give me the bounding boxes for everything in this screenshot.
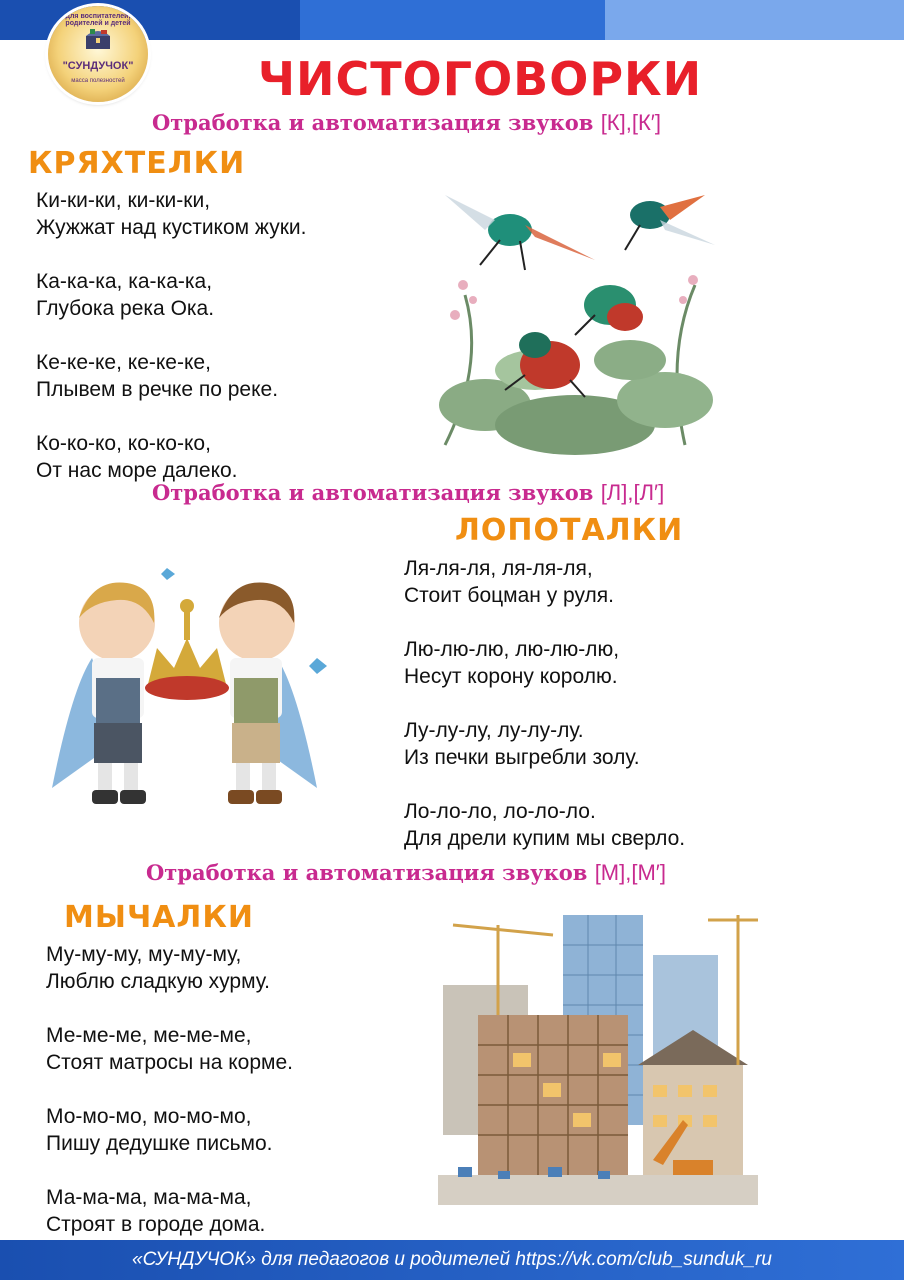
stanza bbox=[46, 1103, 293, 1157]
section-l-title: ЛОПОТАЛКИ bbox=[455, 513, 684, 548]
subhead-text: Отработка и автоматизация звуков bbox=[152, 480, 594, 505]
subhead-text: Отработка и автоматизация звуков bbox=[146, 860, 588, 885]
section-m-verses bbox=[46, 941, 293, 1265]
verse-line: Лу-лу-лу, лу-лу-лу. bbox=[404, 719, 584, 742]
section-l-subhead bbox=[152, 480, 664, 506]
section-k-title: КРЯХТЕЛКИ bbox=[28, 146, 246, 181]
stanza bbox=[46, 1184, 293, 1238]
verse-line: Ки-ки-ки, ки-ки-ки, bbox=[36, 189, 211, 212]
verse-line: Строят в городе дома. bbox=[46, 1213, 266, 1236]
footer-text: «СУНДУЧОК» для педагогов и родителей https://vk.com/club_sunduk_ru bbox=[132, 1249, 772, 1270]
construction-site-illustration bbox=[438, 905, 758, 1215]
verse-line: Жужжат над кустиком жуки. bbox=[36, 216, 307, 239]
verse-line: Стоит боцман у руля. bbox=[404, 584, 614, 607]
verse-line: Мо-мо-мо, мо-мо-мо, bbox=[46, 1105, 252, 1128]
subhead-sounds: [Л],[Л′] bbox=[600, 480, 665, 505]
verse-line: Лю-лю-лю, лю-лю-лю, bbox=[404, 638, 620, 661]
section-k-verses bbox=[36, 187, 306, 511]
stanza bbox=[36, 430, 306, 484]
verse-line: Стоят матросы на корме. bbox=[46, 1051, 293, 1074]
boys-with-crown-illustration bbox=[32, 538, 337, 838]
verse-line: Ко-ко-ко, ко-ко-ко, bbox=[36, 432, 211, 455]
verse-line: Ка-ка-ка, ка-ка-ка, bbox=[36, 270, 213, 293]
stanza bbox=[46, 941, 293, 995]
verse-line: От нас море далеко. bbox=[36, 459, 238, 482]
stanza bbox=[404, 798, 685, 852]
verse-line: Ме-ме-ме, ме-ме-ме, bbox=[46, 1024, 252, 1047]
section-m-subhead bbox=[146, 860, 666, 886]
subhead-sounds: [М],[М′] bbox=[594, 860, 667, 885]
chest-icon bbox=[84, 28, 112, 50]
logo-subtitle: масса полезностей bbox=[71, 78, 125, 84]
stanza bbox=[36, 349, 306, 403]
section-m-title: МЫЧАЛКИ bbox=[64, 900, 254, 935]
stanza bbox=[404, 636, 685, 690]
page-title: ЧИСТОГОВОРКИ bbox=[257, 52, 703, 106]
stanza bbox=[46, 1022, 293, 1076]
stanza bbox=[404, 717, 685, 771]
verse-line: Глубока река Ока. bbox=[36, 297, 215, 320]
verse-line: Ма-ма-ма, ма-ма-ма, bbox=[46, 1186, 252, 1209]
beetles-illustration bbox=[425, 175, 725, 460]
logo-name: "СУНДУЧОК" bbox=[62, 60, 134, 72]
stanza bbox=[404, 555, 685, 609]
verse-line: Люблю сладкую хурму. bbox=[46, 970, 270, 993]
section-l-verses bbox=[404, 555, 685, 879]
verse-line: Пишу дедушке письмо. bbox=[46, 1132, 273, 1155]
logo-arc-text: для воспитателей, родителей и детей bbox=[65, 13, 131, 27]
stanza bbox=[36, 187, 306, 241]
verse-line: Ля-ля-ля, ля-ля-ля, bbox=[404, 557, 593, 580]
verse-line: Му-му-му, му-му-му, bbox=[46, 943, 242, 966]
footer-bar bbox=[0, 1240, 904, 1280]
verse-line: Из печки выгребли золу. bbox=[404, 746, 640, 769]
verse-line: Ло-ло-ло, ло-ло-ло. bbox=[404, 800, 596, 823]
verse-line: Ке-ке-ке, ке-ке-ке, bbox=[36, 351, 211, 374]
subhead-sounds: [К],[К′] bbox=[600, 110, 662, 135]
subhead-text: Отработка и автоматизация звуков bbox=[152, 110, 594, 135]
verse-line: Для дрели купим мы сверло. bbox=[404, 827, 686, 850]
stanza bbox=[36, 268, 306, 322]
verse-line: Несут корону королю. bbox=[404, 665, 618, 688]
verse-line: Плывем в речке по реке. bbox=[36, 378, 279, 401]
section-k-subhead bbox=[152, 110, 661, 136]
